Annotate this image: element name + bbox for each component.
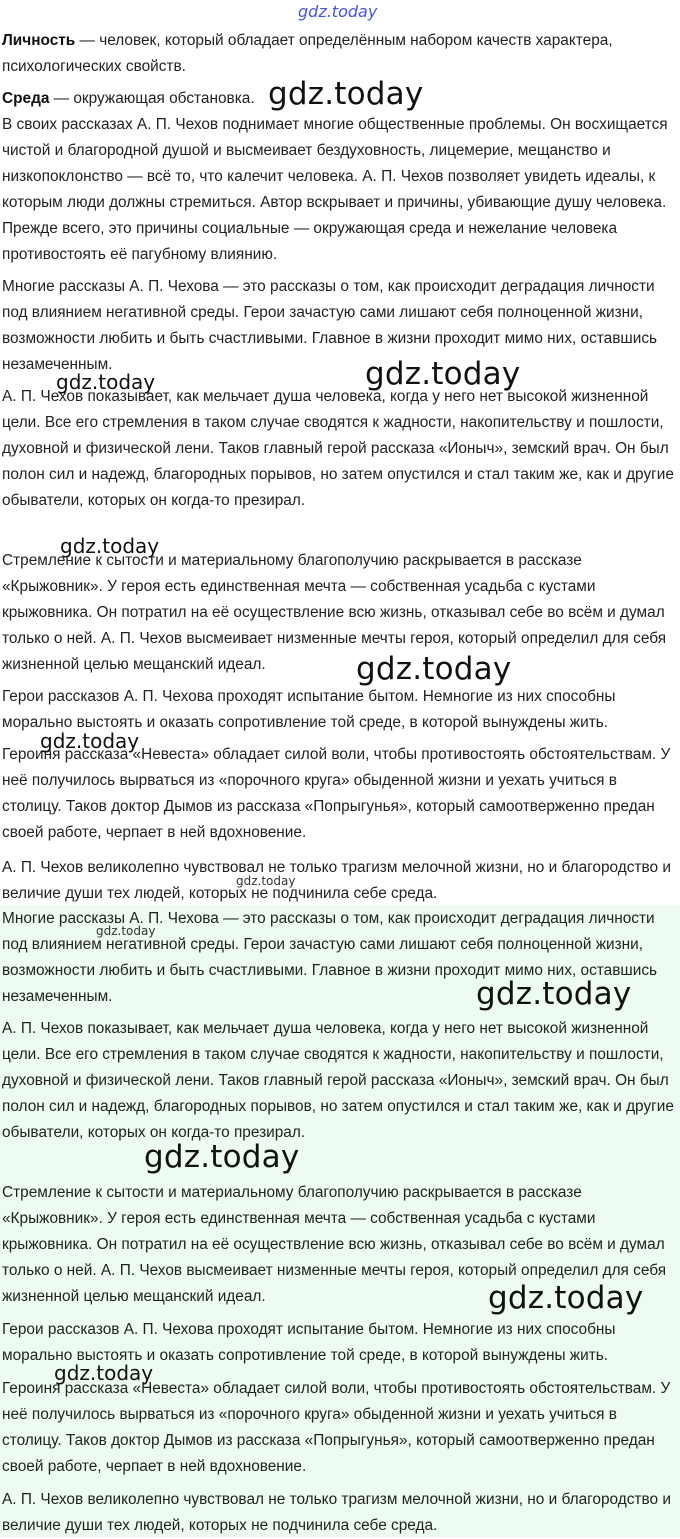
definition-lichnost [2, 28, 678, 80]
paragraph-2: Многие рассказы А. П. Чехова — это рассказы о том, как происходит деградация личности под влиянием негативной среды. Герои зачастую сами лишают себя полноценной жизни, возможности любить и быть счастливыми. Главное в жизни проходит мимо них, оставшись незамеченным. [2, 278, 658, 373]
watermark: gdz.today [40, 729, 140, 753]
repeat-paragraph-2: А. П. Чехов показывает, как мельчает душа человека, когда у него нет высокой жизненной цели. Все его стремления в таком случае сводятся к жадности, накопительству и пошлости, духовной и физической лени. Таков главный герой рассказа «Ионыч», земский врач. Он был полон сил и надежд, благородных порывов, но затем опустился и стал таким же, как и другие обыватели, которых он когда-то презирал. [2, 1020, 674, 1141]
watermark: gdz.today [144, 1139, 300, 1175]
paragraph-1: В своих рассказах А. П. Чехов поднимает многие общественные проблемы. Он восхищается чистой и благородной душой и высмеивает бездуховность, лицемерие, мещанство и низкопоклонство — всё то, что калечит человека. А. П. Чехов позволяет увидеть идеалы, к которым люди должны стремиться. Автор вскрывает и причины, убивающие душу человека. Прежде всего, это причины социальные — окружающая среда и нежелание человека противостоять её пагубному влиянию. [2, 116, 668, 263]
watermark: gdz.today [356, 651, 512, 687]
watermark: gdz.today [488, 1280, 644, 1316]
repeat-paragraph-1: Многие рассказы А. П. Чехова — это рассказы о том, как происходит деградация личности под влиянием негативной среды. Герои зачастую сами лишают себя полноценной жизни, возможности любить и быть счастливыми. Главное в жизни проходит мимо них, оставшись незамеченным. [2, 910, 658, 1005]
repeat-paragraph-3: Стремление к сытости и материальному благополучию раскрывается в рассказе «Крыжовник». У героя есть единственная мечта — собственная усадьба с кустами крыжовника. Он потратил на её осуществление всю жизнь, отказывал себе во всём и думал только о ней. А. П. Чехов высмеивает низменные мечты героя, который определил для себя жизненной целью мещанский идеал. [2, 1184, 667, 1305]
repeat-paragraph-5: Героиня рассказа «Невеста» обладает силой воли, чтобы противостоять обстоятельствам. У неё получилось вырваться из «порочного круга» обыденной жизни и уехать учиться в столицу. Таков доктор Дымов из рассказа «Попрыгунья», который самоотверженно предан своей работе, черпает в ней вдохновение. [2, 1380, 671, 1475]
paragraph-4: Стремление к сытости и материальному благополучию раскрывается в рассказе «Крыжовник». У героя есть единственная мечта — собственная усадьба с кустами крыжовника. Он потратил на её осуществление всю жизнь, отказывал себе во всём и думал только о ней. А. П. Чехов высмеивает низменные мечты героя, который определил для себя жизненной целью мещанский идеал. [2, 552, 667, 673]
watermark: gdz.today [365, 356, 521, 392]
paragraph-5: Герои рассказов А. П. Чехова проходят испытание бытом. Немногие из них способны морально выстоять и оказать сопротивление той среде, в которой вынуждены жить. [2, 688, 616, 731]
definition-sreda [2, 86, 678, 112]
term-sreda: Среда [2, 90, 50, 107]
definition-lichnost-text: — человек, который обладает определённым набором качеств характера, психологических свойств. [2, 32, 613, 75]
watermark: gdz.today [236, 874, 296, 888]
term-lichnost: Личность [2, 32, 76, 49]
repeat-paragraph-6: А. П. Чехов великолепно чувствовал не только трагизм мелочной жизни, но и благородство и величие души тех людей, которых не подчинила себе среда. [2, 1491, 671, 1534]
definition-sreda-text: — окружающая обстановка. [49, 90, 255, 107]
watermark: gdz.today [96, 924, 156, 938]
watermark: gdz.today [268, 76, 424, 112]
watermark-top: gdz.today [298, 2, 378, 21]
watermark: gdz.today [56, 370, 156, 394]
watermark: gdz.today [476, 976, 632, 1012]
watermark: gdz.today [60, 534, 160, 558]
paragraph-3: А. П. Чехов показывает, как мельчает душа человека, когда у него нет высокой жизненной цели. Все его стремления в таком случае сводятся к жадности, накопительству и пошлости, духовной и физической лени. Таков главный герой рассказа «Ионыч», земский врач. Он был полон сил и надежд, благородных порывов, но затем опустился и стал таким же, как и другие обыватели, которых он когда-то презирал. [2, 388, 674, 509]
repeat-paragraph-4: Герои рассказов А. П. Чехова проходят испытание бытом. Немногие из них способны морально выстоять и оказать сопротивление той среде, в которой вынуждены жить. [2, 1321, 616, 1364]
paragraph-6: Героиня рассказа «Невеста» обладает силой воли, чтобы противостоять обстоятельствам. У неё получилось вырваться из «порочного круга» обыденной жизни и уехать учиться в столицу. Таков доктор Дымов из рассказа «Попрыгунья», который самоотверженно предан своей работе, черпает в ней вдохновение. [2, 746, 671, 841]
watermark: gdz.today [54, 1361, 154, 1385]
paragraph-7: А. П. Чехов великолепно чувствовал не только трагизм мелочной жизни, но и благородство и величие души тех людей, которых не подчинила себе среда. [2, 859, 671, 902]
